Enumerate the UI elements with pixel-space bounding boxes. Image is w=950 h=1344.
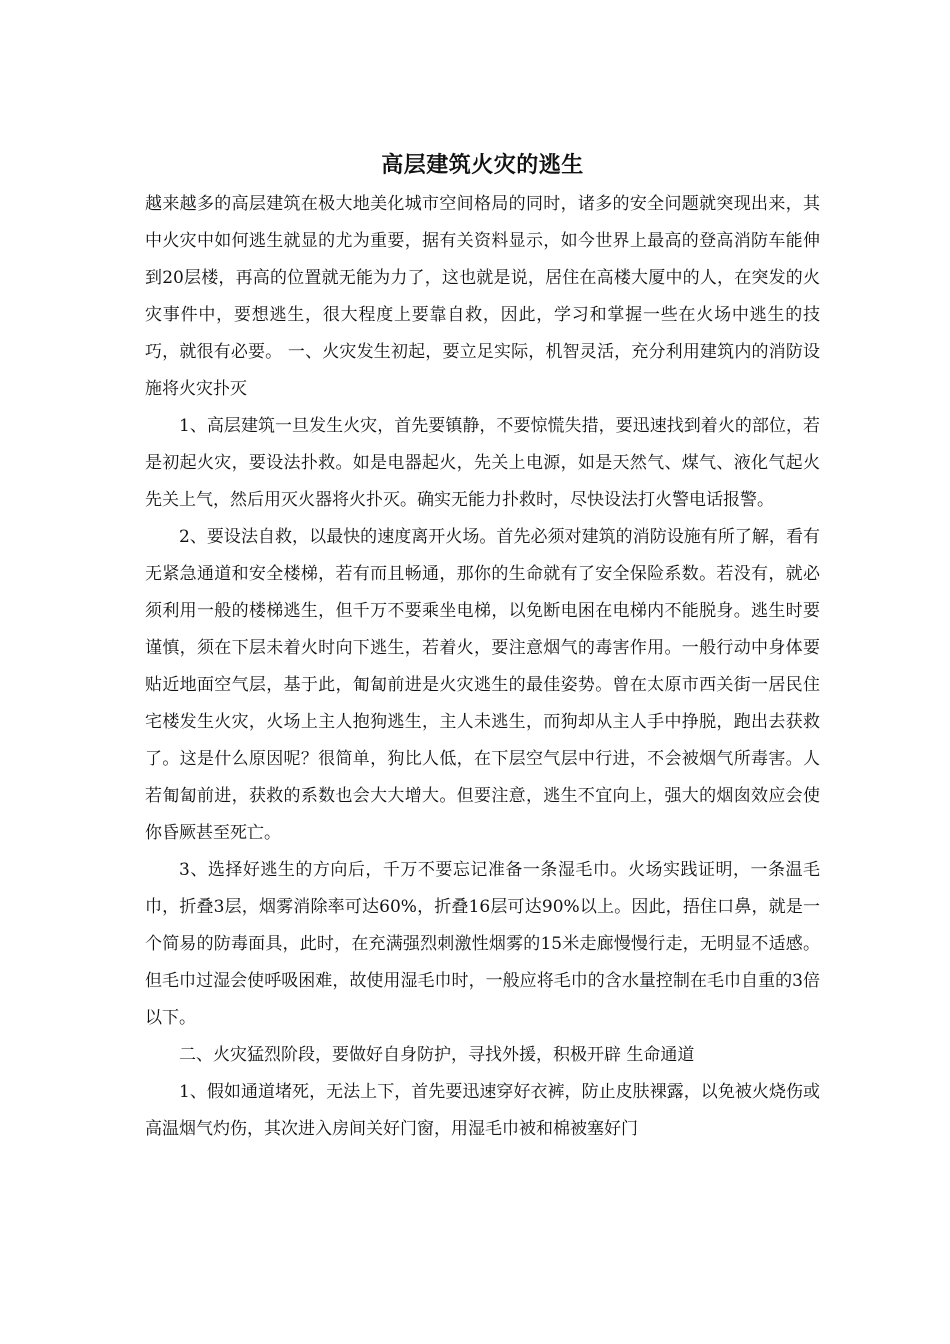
paragraph-step-2: 2、要设法自救，以最快的速度离开火场。首先必须对建筑的消防设施有所了解，看有无紧急通道和安全楼梯，若有而且畅通，那你的生命就有了安全保险系数。若没有，就必须利用一般的楼梯逃生，但千万不要乘坐电梯，以免断电困在电梯内不能脱身。逃生时要谨慎，须在下层未着火时向下逃生，若着火，要注意烟气的毒害作用。一般行动中身体要贴近地面空气层，基于此，匍匐前进是火灾逃生的最佳姿势。曾在太原市西关街一居民住宅楼发生火灾，火场上主人抱狗逃生，主人未逃生，而狗却从主人手中挣脱，跑出去获救了。这是什么原因呢？很简单，狗比人低，在下层空气层中行进，不会被烟气所毒害。人若匍匐前进，获救的系数也会大大增大。但要注意，逃生不宜向上，强大的烟囱效应会使你昏厥甚至死亡。 bbox=[145, 527, 820, 843]
section-heading-2: 二、火灾猛烈阶段，要做好自身防护，寻找外援，积极开辟 生命通道 bbox=[179, 1045, 695, 1065]
document-body bbox=[145, 150, 820, 1148]
paragraph-step-1: 1、高层建筑一旦发生火灾，首先要镇静，不要惊慌失措，要迅速找到着火的部位，若是初起火灾，要设法扑救。如是电器起火，先关上电源，如是天然气、煤气、液化气起火先关上气，然后用灭火器将火扑灭。确实无能力扑救时，尽快设法打火警电话报警。 bbox=[145, 416, 820, 510]
paragraph-intro: 越来越多的高层建筑在极大地美化城市空间格局的同时，诸多的安全问题就突现出来，其中火灾中如何逃生就显的尤为重要，据有关资料显示，如今世界上最高的登高消防车能伸到20层楼，再高的位置就无能为力了，这也就是说，居住在高楼大厦中的人，在突发的火灾事件中，要想逃生，很大程度上要靠自救，因此，学习和掌握一些在火场中逃生的技巧，就很有必要。 一、火灾发生初起，要立足实际，机智灵活，充分利用建筑内的消防设施将火灾扑灭 bbox=[145, 194, 820, 399]
document-title: 高层建筑火灾的逃生 bbox=[381, 153, 584, 178]
paragraph-step-3: 3、选择好逃生的方向后，千万不要忘记准备一条湿毛巾。火场实践证明，一条温毛巾，折叠3层，烟雾消除率可达60%，折叠16层可达90%以上。因此，捂住口鼻，就是一个简易的防毒面具，此时，在充满强烈刺激性烟雾的15米走廊慢慢行走，无明显不适感。但毛巾过湿会使呼吸困难，故使用湿毛巾时，一般应将毛巾的含水量控制在毛巾自重的3倍以下。 bbox=[145, 860, 820, 1028]
paragraph-section-2-step-1: 1、假如通道堵死，无法上下，首先要迅速穿好衣裤，防止皮肤裸露，以免被火烧伤或高温烟气灼伤，其次进入房间关好门窗，用湿毛巾被和棉被塞好门 bbox=[145, 1082, 820, 1139]
